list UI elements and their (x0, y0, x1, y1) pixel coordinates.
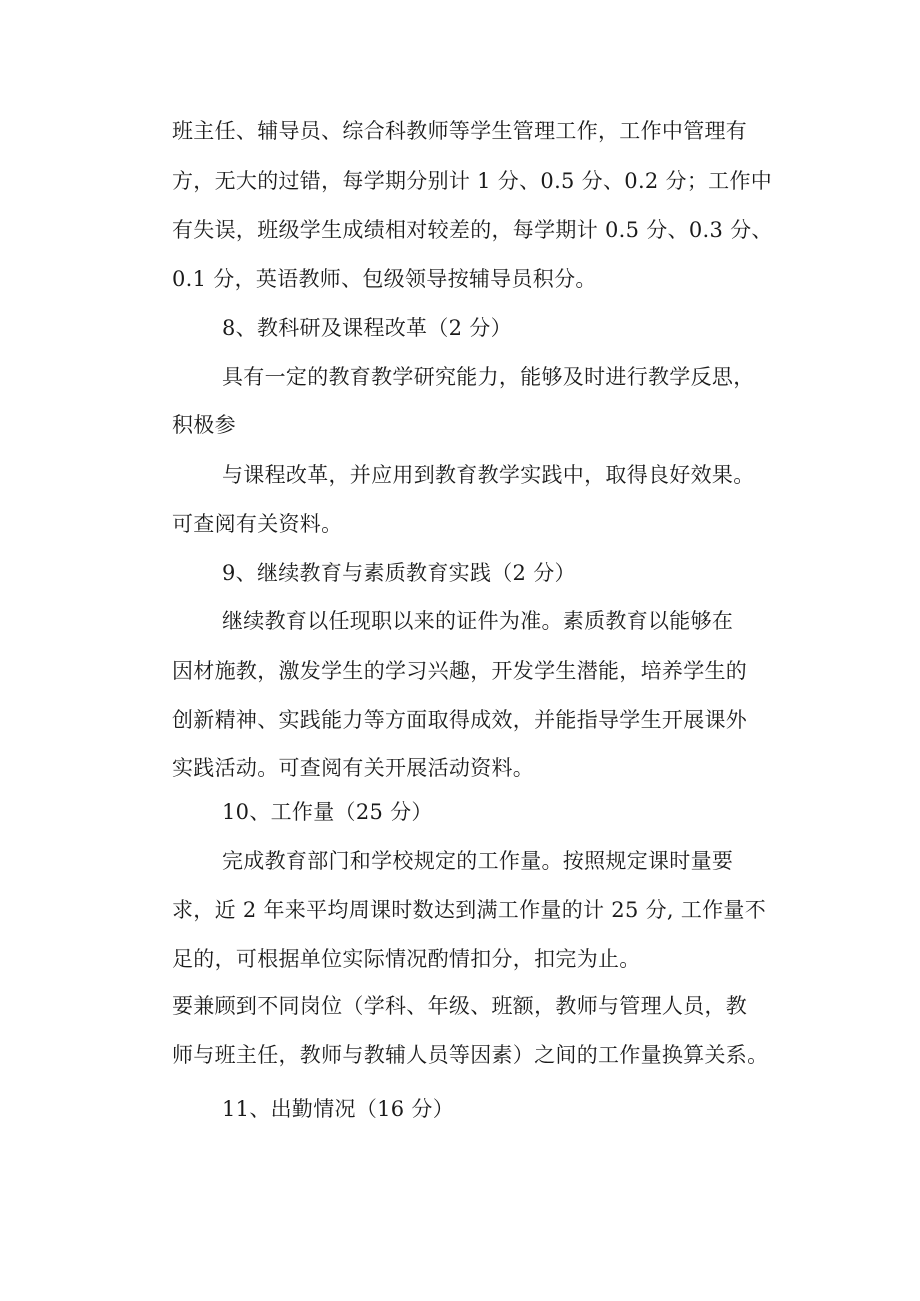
paragraph-line: 继续教育以任现职以来的证件为准。素质教育以能够在 (222, 609, 734, 633)
paragraph-line: 求，近 2 年来平均周课时数达到满工作量的计 25 分, 工作量不 (172, 898, 767, 922)
paragraph-line: 0.1 分，英语教师、包级领导按辅导员积分。 (172, 267, 597, 291)
paragraph-line: 实践活动。可查阅有关开展活动资料。 (172, 756, 535, 780)
paragraph-line: 具有一定的教育教学研究能力，能够及时进行教学反思， (222, 365, 755, 389)
paragraph-line: 与课程改革，并应用到教育教学实践中，取得良好效果。 (222, 463, 755, 487)
paragraph-line: 师与班主任，教师与教辅人员等因素）之间的工作量换算关系。 (172, 1043, 769, 1067)
paragraph-line: 班主任、辅导员、综合科教师等学生管理工作，工作中管理有 (172, 119, 748, 143)
paragraph-line: 足的，可根据单位实际情况酌情扣分，扣完为止。 (172, 947, 641, 971)
section-heading-11: 11、出勤情况（16 分） (222, 1097, 455, 1121)
paragraph-line: 要兼顾到不同岗位（学科、年级、班额，教师与管理人员，教 (172, 994, 748, 1018)
paragraph-line: 积极参 (172, 413, 236, 437)
paragraph-line: 因材施教，激发学生的学习兴趣，开发学生潜能，培养学生的 (172, 659, 748, 683)
paragraph-line: 创新精神、实践能力等方面取得成效，并能指导学生开展课外 (172, 708, 748, 732)
paragraph-line: 可查阅有关资料。 (172, 512, 343, 536)
section-heading-10: 10、工作量（25 分） (222, 800, 433, 824)
section-heading-8: 8、教科研及课程改革（2 分） (222, 316, 512, 340)
paragraph-line: 方，无大的过错，每学期分别计 1 分、0.5 分、0.2 分；工作中 (172, 169, 773, 193)
paragraph-line: 完成教育部门和学校规定的工作量。按照规定课时量要 (222, 849, 734, 873)
section-heading-9: 9、继续教育与素质教育实践（2 分） (222, 561, 576, 585)
paragraph-line: 有失误，班级学生成绩相对较差的，每学期计 0.5 分、0.3 分、 (172, 218, 773, 242)
